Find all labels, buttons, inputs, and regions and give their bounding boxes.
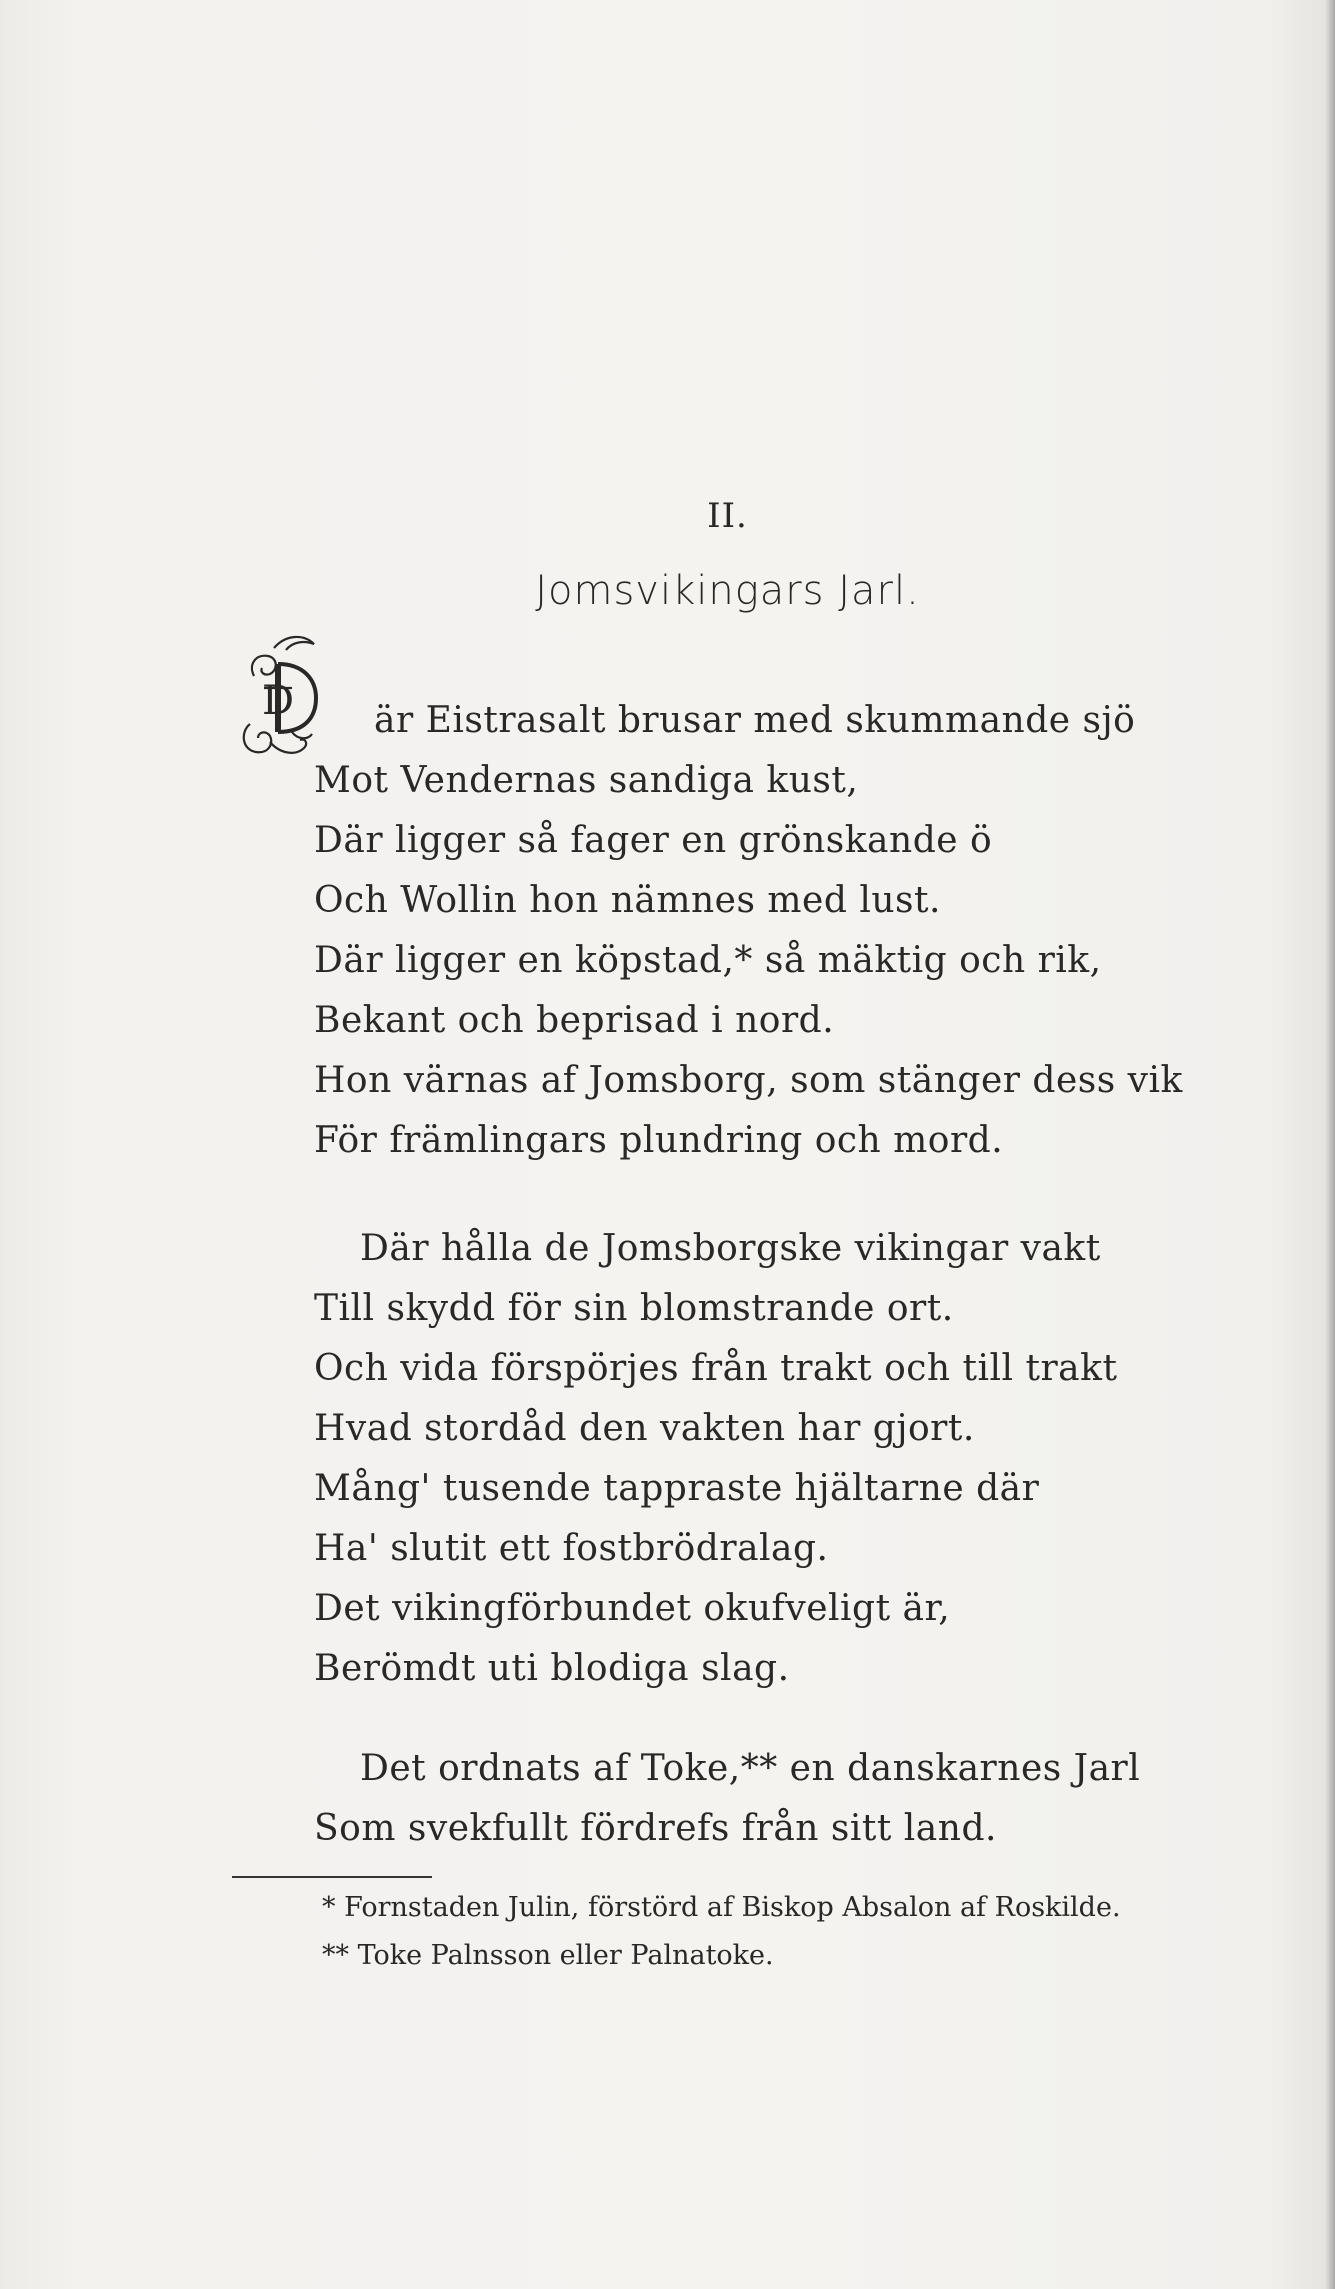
poem-line: Ha' slutit ett fostbrödralag.	[314, 1528, 829, 1569]
poem-line: Mot Vendernas sandiga kust,	[314, 760, 859, 801]
poem-line: Det ordnats af Toke,** en danskarnes Jarl	[360, 1748, 1141, 1789]
poem-line: Där ligger så fager en grönskande ö	[314, 820, 993, 861]
poem-line: Bekant och beprisad i nord.	[314, 1000, 835, 1041]
poem-line: Där ligger en köpstad,* så mäktig och rik,	[314, 940, 1102, 981]
ornamental-drop-cap-d	[234, 628, 324, 768]
poem-line: För främlingars plundring och mord.	[314, 1120, 1004, 1161]
footnote-rule	[232, 1876, 432, 1878]
footnote: ** Toke Palnsson eller Palnatoke.	[322, 1940, 774, 1971]
section-number: II.	[707, 496, 748, 536]
poem-line: Hon värnas af Jomsborg, som stänger dess vik	[314, 1060, 1183, 1101]
footnote: * Fornstaden Julin, förstörd af Biskop Absalon af Roskilde.	[322, 1892, 1121, 1923]
poem-line: Som svekfullt fördrefs från sitt land.	[314, 1808, 997, 1849]
poem-line: Till skydd för sin blomstrande ort.	[314, 1288, 954, 1329]
poem-line: Och vida förspörjes från trakt och till trakt	[314, 1348, 1118, 1389]
page-edge-shadow	[1325, 0, 1335, 2289]
poem-line: Där hålla de Jomsborgske vikingar vakt	[360, 1228, 1101, 1269]
section-title: Jomsvikingars Jarl.	[535, 568, 920, 614]
poem-line: Berömdt uti blodiga slag.	[314, 1648, 790, 1689]
svg-text:D: D	[261, 678, 295, 724]
poem-line: Mång' tusende tappraste hjältarne där	[314, 1468, 1040, 1509]
poem-line: är Eistrasalt brusar med skummande sjö	[374, 700, 1136, 741]
poem-line: Det vikingförbundet okufveligt är,	[314, 1588, 951, 1629]
poem-line: Och Wollin hon nämnes med lust.	[314, 880, 941, 921]
poem-line: Hvad stordåd den vakten har gjort.	[314, 1408, 975, 1449]
